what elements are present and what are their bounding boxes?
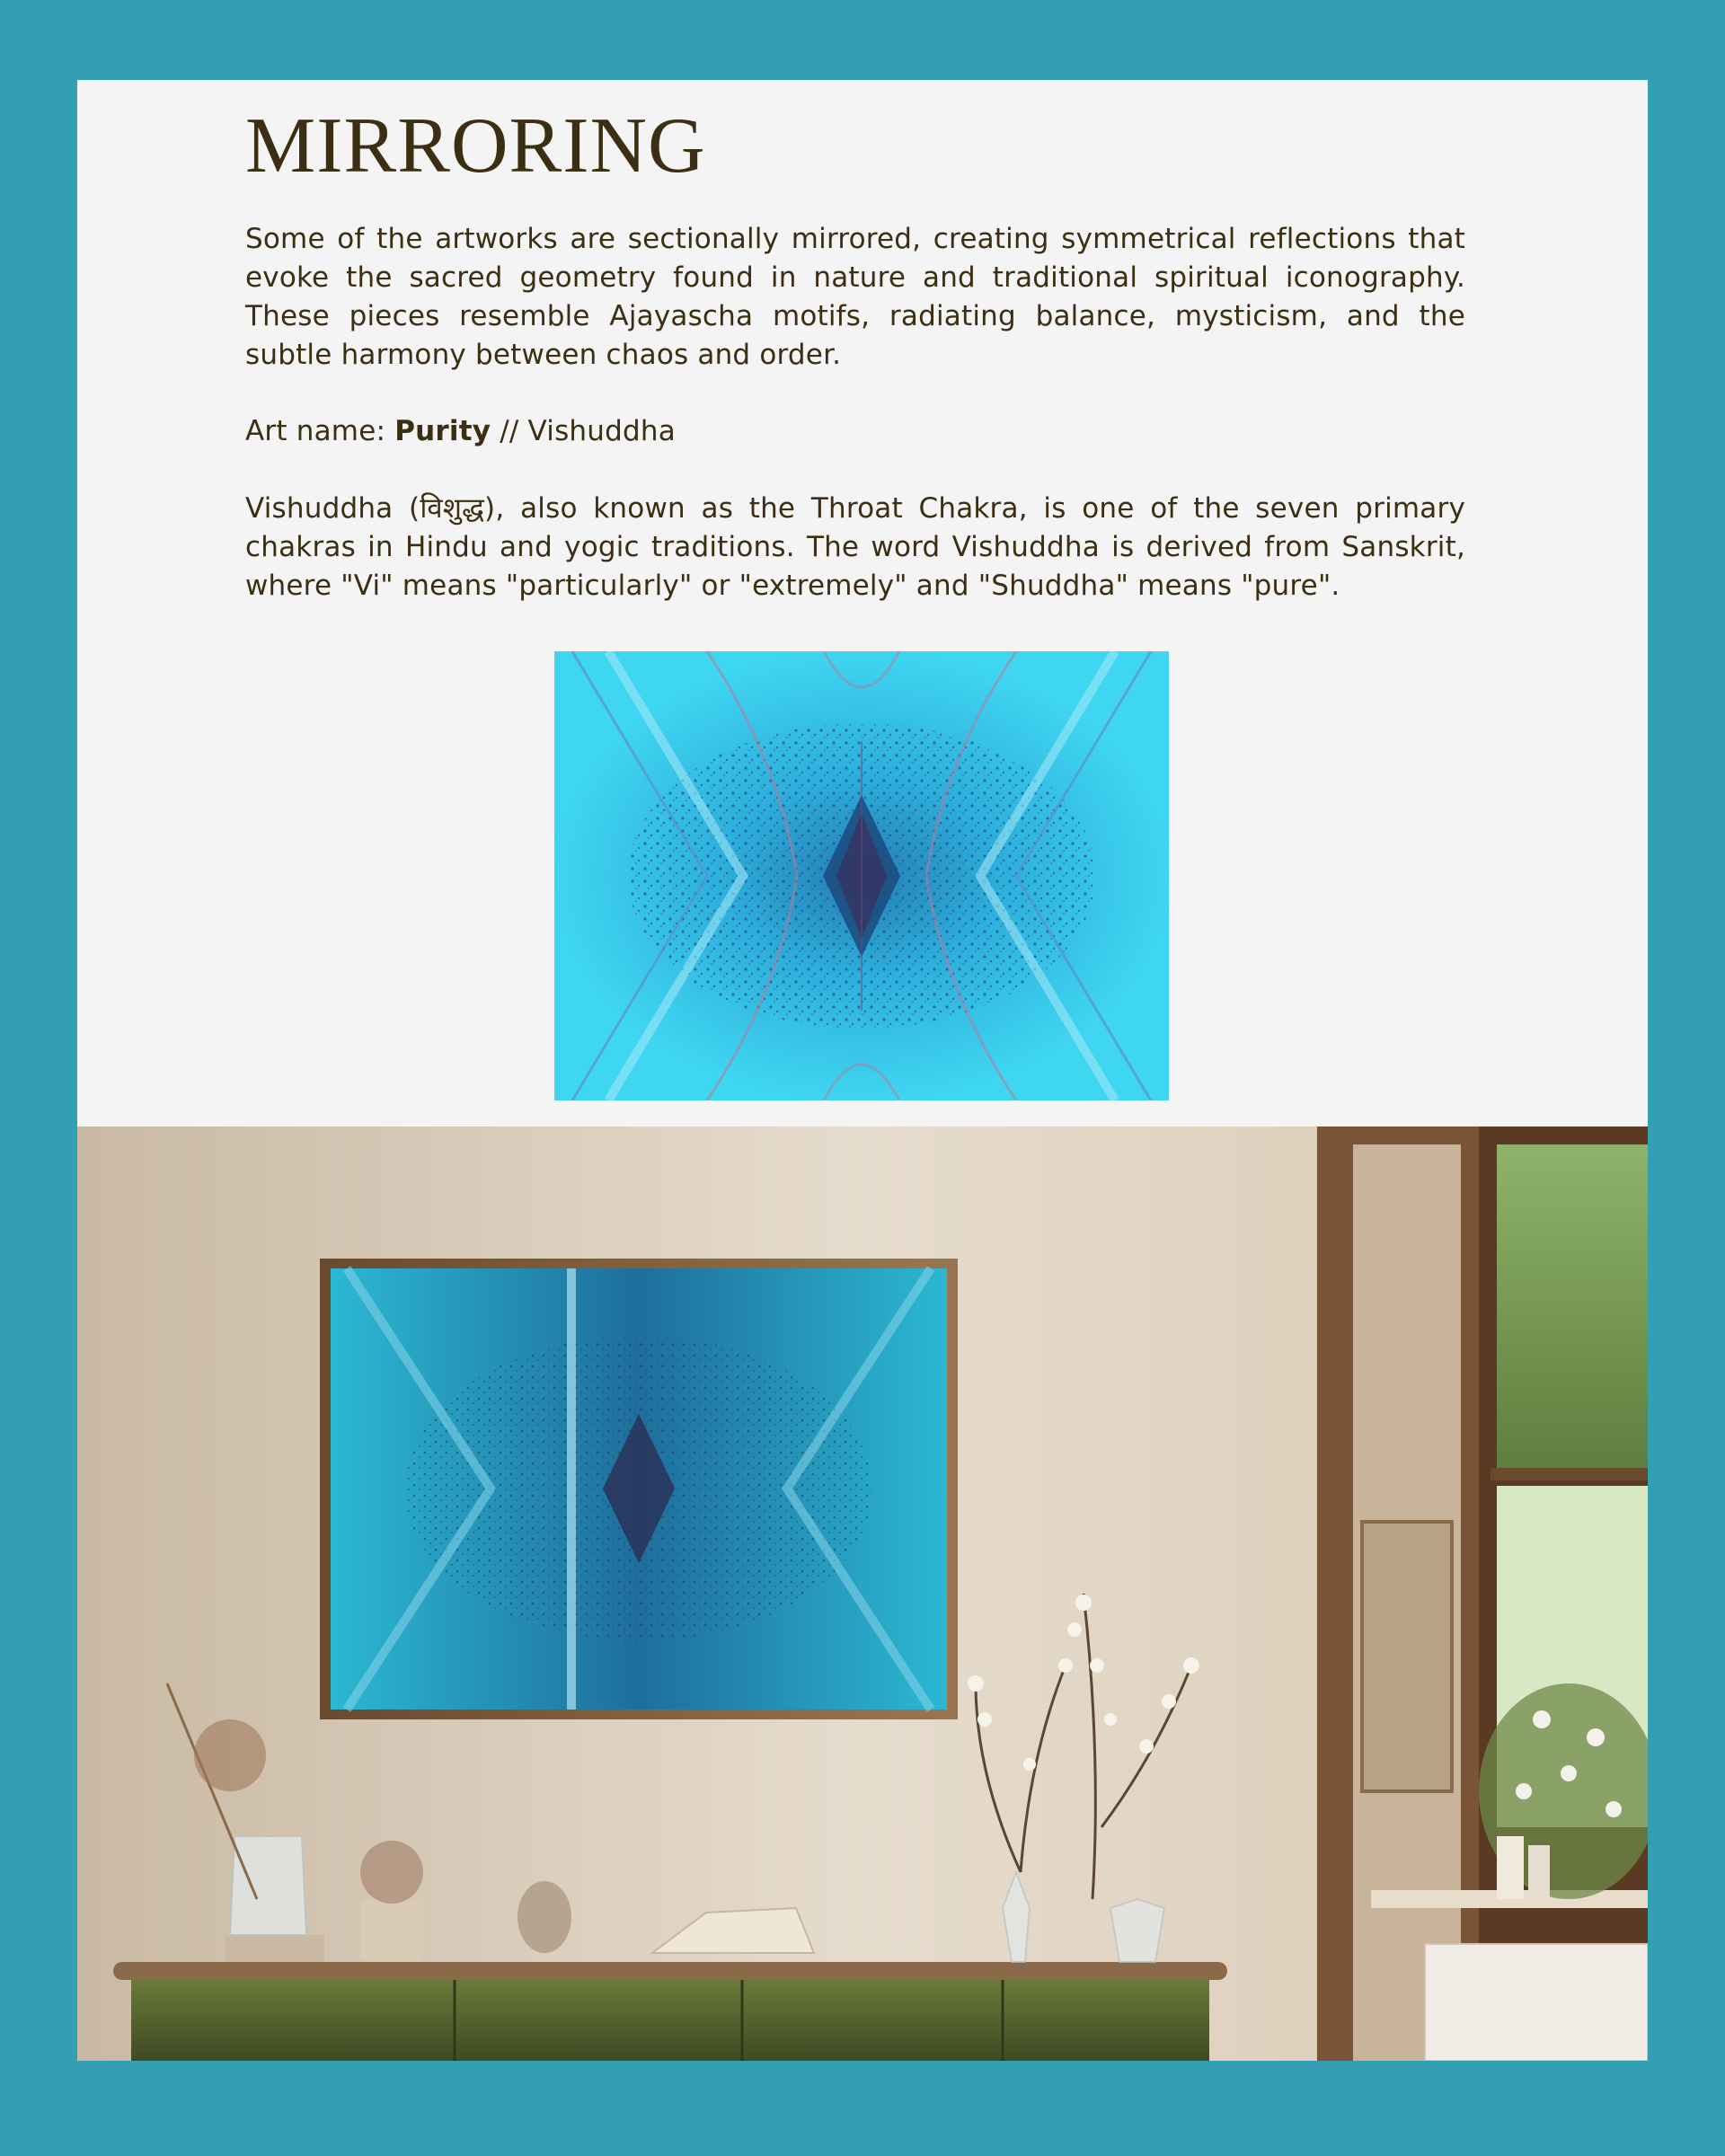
page-card (77, 80, 1648, 2061)
art-name-separator: // (500, 415, 519, 447)
artwork-image (554, 651, 1169, 1100)
intro-paragraph: Some of the artworks are sectionally mirrored, creating symmetrical reflections that evoke the sacred geometry found in nature and traditional spiritual iconography. These pieces resemble Ajayascha motifs, radiating balance, mysticism, and the subtle harmony between chaos and order. (245, 223, 1465, 371)
art-name-subtitle: Vishuddha (527, 415, 676, 447)
art-name-title: Purity (394, 415, 491, 447)
description-paragraph: Vishuddha (विशुद्ध), also known as the Throat Chakra, is one of the seven primary chakras in Hindu and yogic traditions. The word Vishuddha is derived from Sanskrit, where "Vi" means "particularly" or "extremely" and "Shuddha" means "pure". (245, 492, 1465, 602)
room-mockup-image (77, 1127, 1648, 2061)
page-title: MIRRORING (245, 102, 706, 190)
art-name-label: Art name: (245, 415, 386, 447)
art-name-line (245, 412, 1465, 451)
radiator (1425, 1944, 1648, 2061)
